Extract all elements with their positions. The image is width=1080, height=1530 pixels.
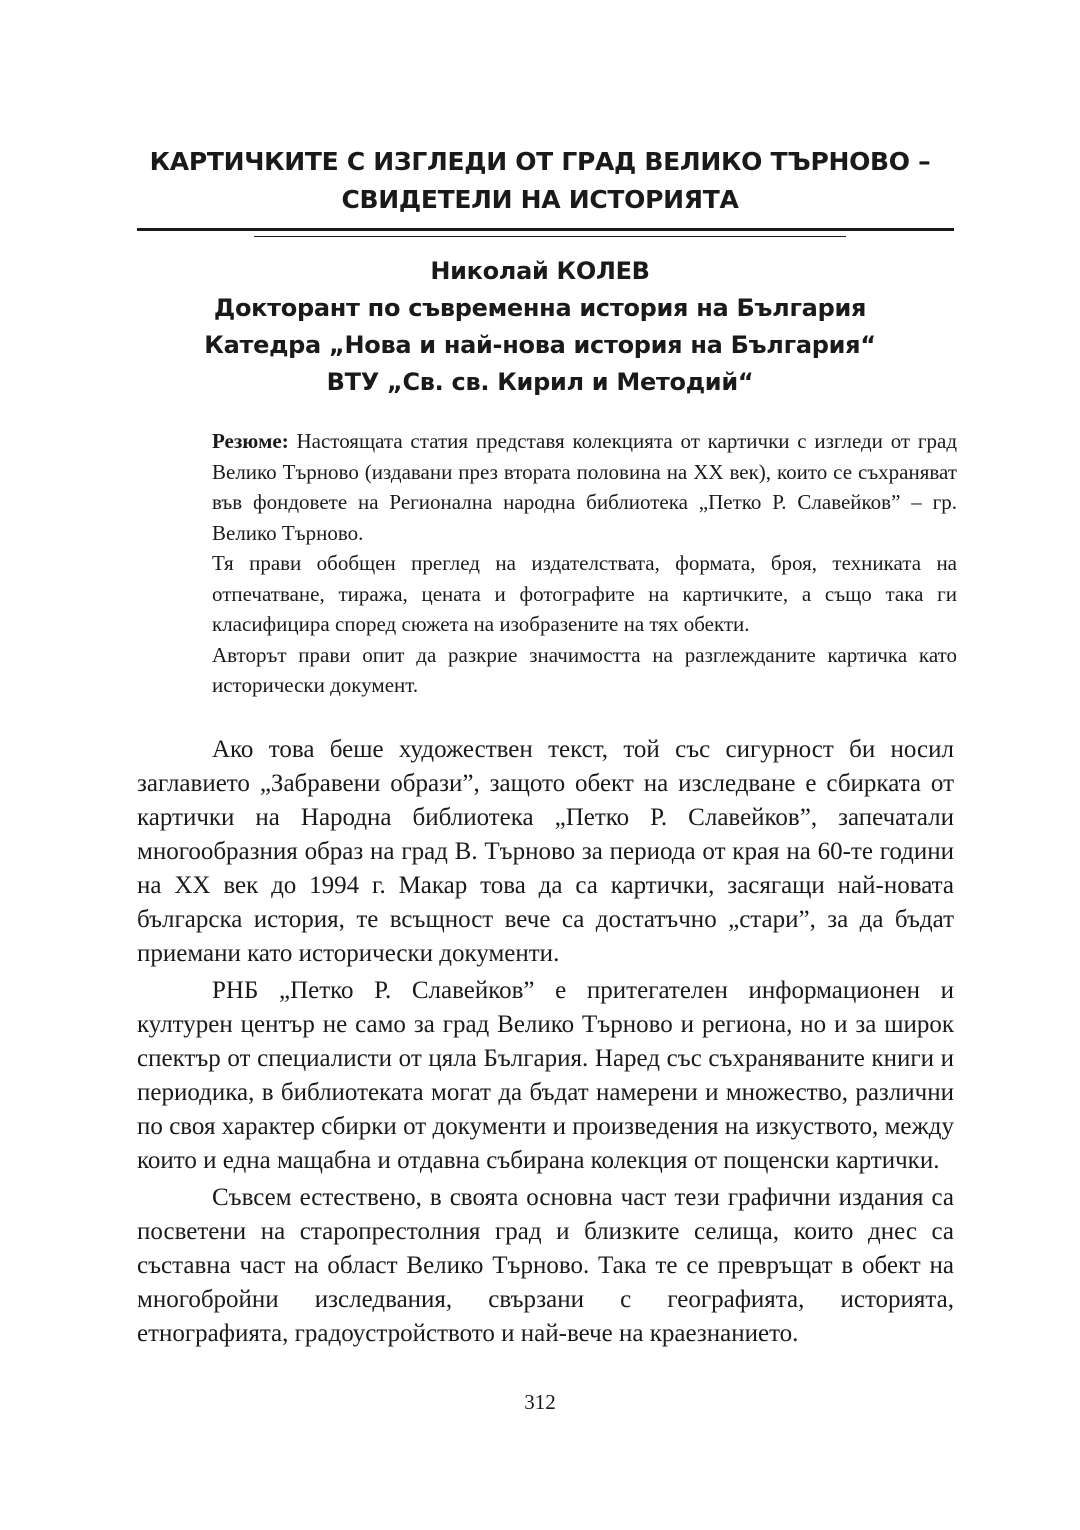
abstract-paragraph-2: Тя прави обобщен преглед на издателствата, формата, броя, техниката на отпечатване, тиража, цената и фотографите на картичките, а също така ги класифицира според сюжета на изобразените на тях обекти.: [212, 551, 957, 636]
author-position: Докторант по съвременна история на България: [213, 294, 867, 322]
author-department: Катедра „Нова и най-нова история на България“: [204, 331, 876, 359]
abstract-paragraph-3: Авторът прави опит да разкрие значимостта на разглежданите картичка като исторически документ.: [212, 642, 957, 697]
body-paragraph-2: РНБ „Петко Р. Славейков” е притегателен информационен и културен център не само за град Велико Търново и региона, но и за широк спектър от специалисти от цяла България. Наред със съхраняваните книги и периодика, в библиотеката могат да бъдат намерени и множество, различни по своя характер сбирки от документи и произведения на изкуството, между които и една мащабна и отдавна събирана колекция от пощенски картички.: [137, 977, 954, 1174]
abstract: [212, 426, 957, 701]
author-block: [120, 253, 960, 401]
body-paragraph-3: Съвсем естествено, в своята основна част тези графични издания са посветени на старопрестолния град и близките селища, които днес са съставна част на област Велико Търново. Така те се превръщат в обект на многобройни изследвания, свързани с географията, историята, етнографията, градоустройството и най-вече на краезнанието.: [137, 1184, 954, 1347]
author-name: Николай КОЛЕВ: [430, 257, 650, 285]
abstract-label: Резюме:: [212, 429, 289, 453]
article-title-line-2: СВИДЕТЕЛИ НА ИСТОРИЯТА: [341, 185, 739, 214]
title-divider-thin: [254, 236, 846, 237]
article-title-line-1: КАРТИЧКИТЕ С ИЗГЛЕДИ ОТ ГРАД ВЕЛИКО ТЪРНОВО –: [149, 147, 931, 176]
title-divider-thick: [137, 228, 954, 231]
page-number: 312: [524, 1390, 556, 1414]
abstract-paragraph-1: [212, 426, 957, 548]
body-paragraph-1: Ако това беше художествен текст, той със сигурност би носил заглавието „Забравени образи”, защото обект на изследване е сбирката от картички на Народна библиотека „Петко Р. Славейков”, запечатали многообразния образ на град В. Търново за периода от края на 60-те години на XX век до 1994 г. Макар това да са картички, засягащи най-новата българска история, те всъщност вече са достатъчно „стари”, за да бъдат приемани като исторически документи.: [137, 736, 954, 967]
abstract-paragraph-1-text: Настоящата статия представя колекцията от картички с изгледи от град Велико Търново (издавани през втората половина на XX век), които се съхраняват във фондовете на Регионална народна библиотека „Петко Р. Славейков” – гр. Велико Търново.: [212, 429, 957, 545]
article-title: [120, 143, 960, 219]
body-text: [137, 733, 954, 1354]
author-university: ВТУ „Св. св. Кирил и Методий“: [326, 368, 754, 396]
